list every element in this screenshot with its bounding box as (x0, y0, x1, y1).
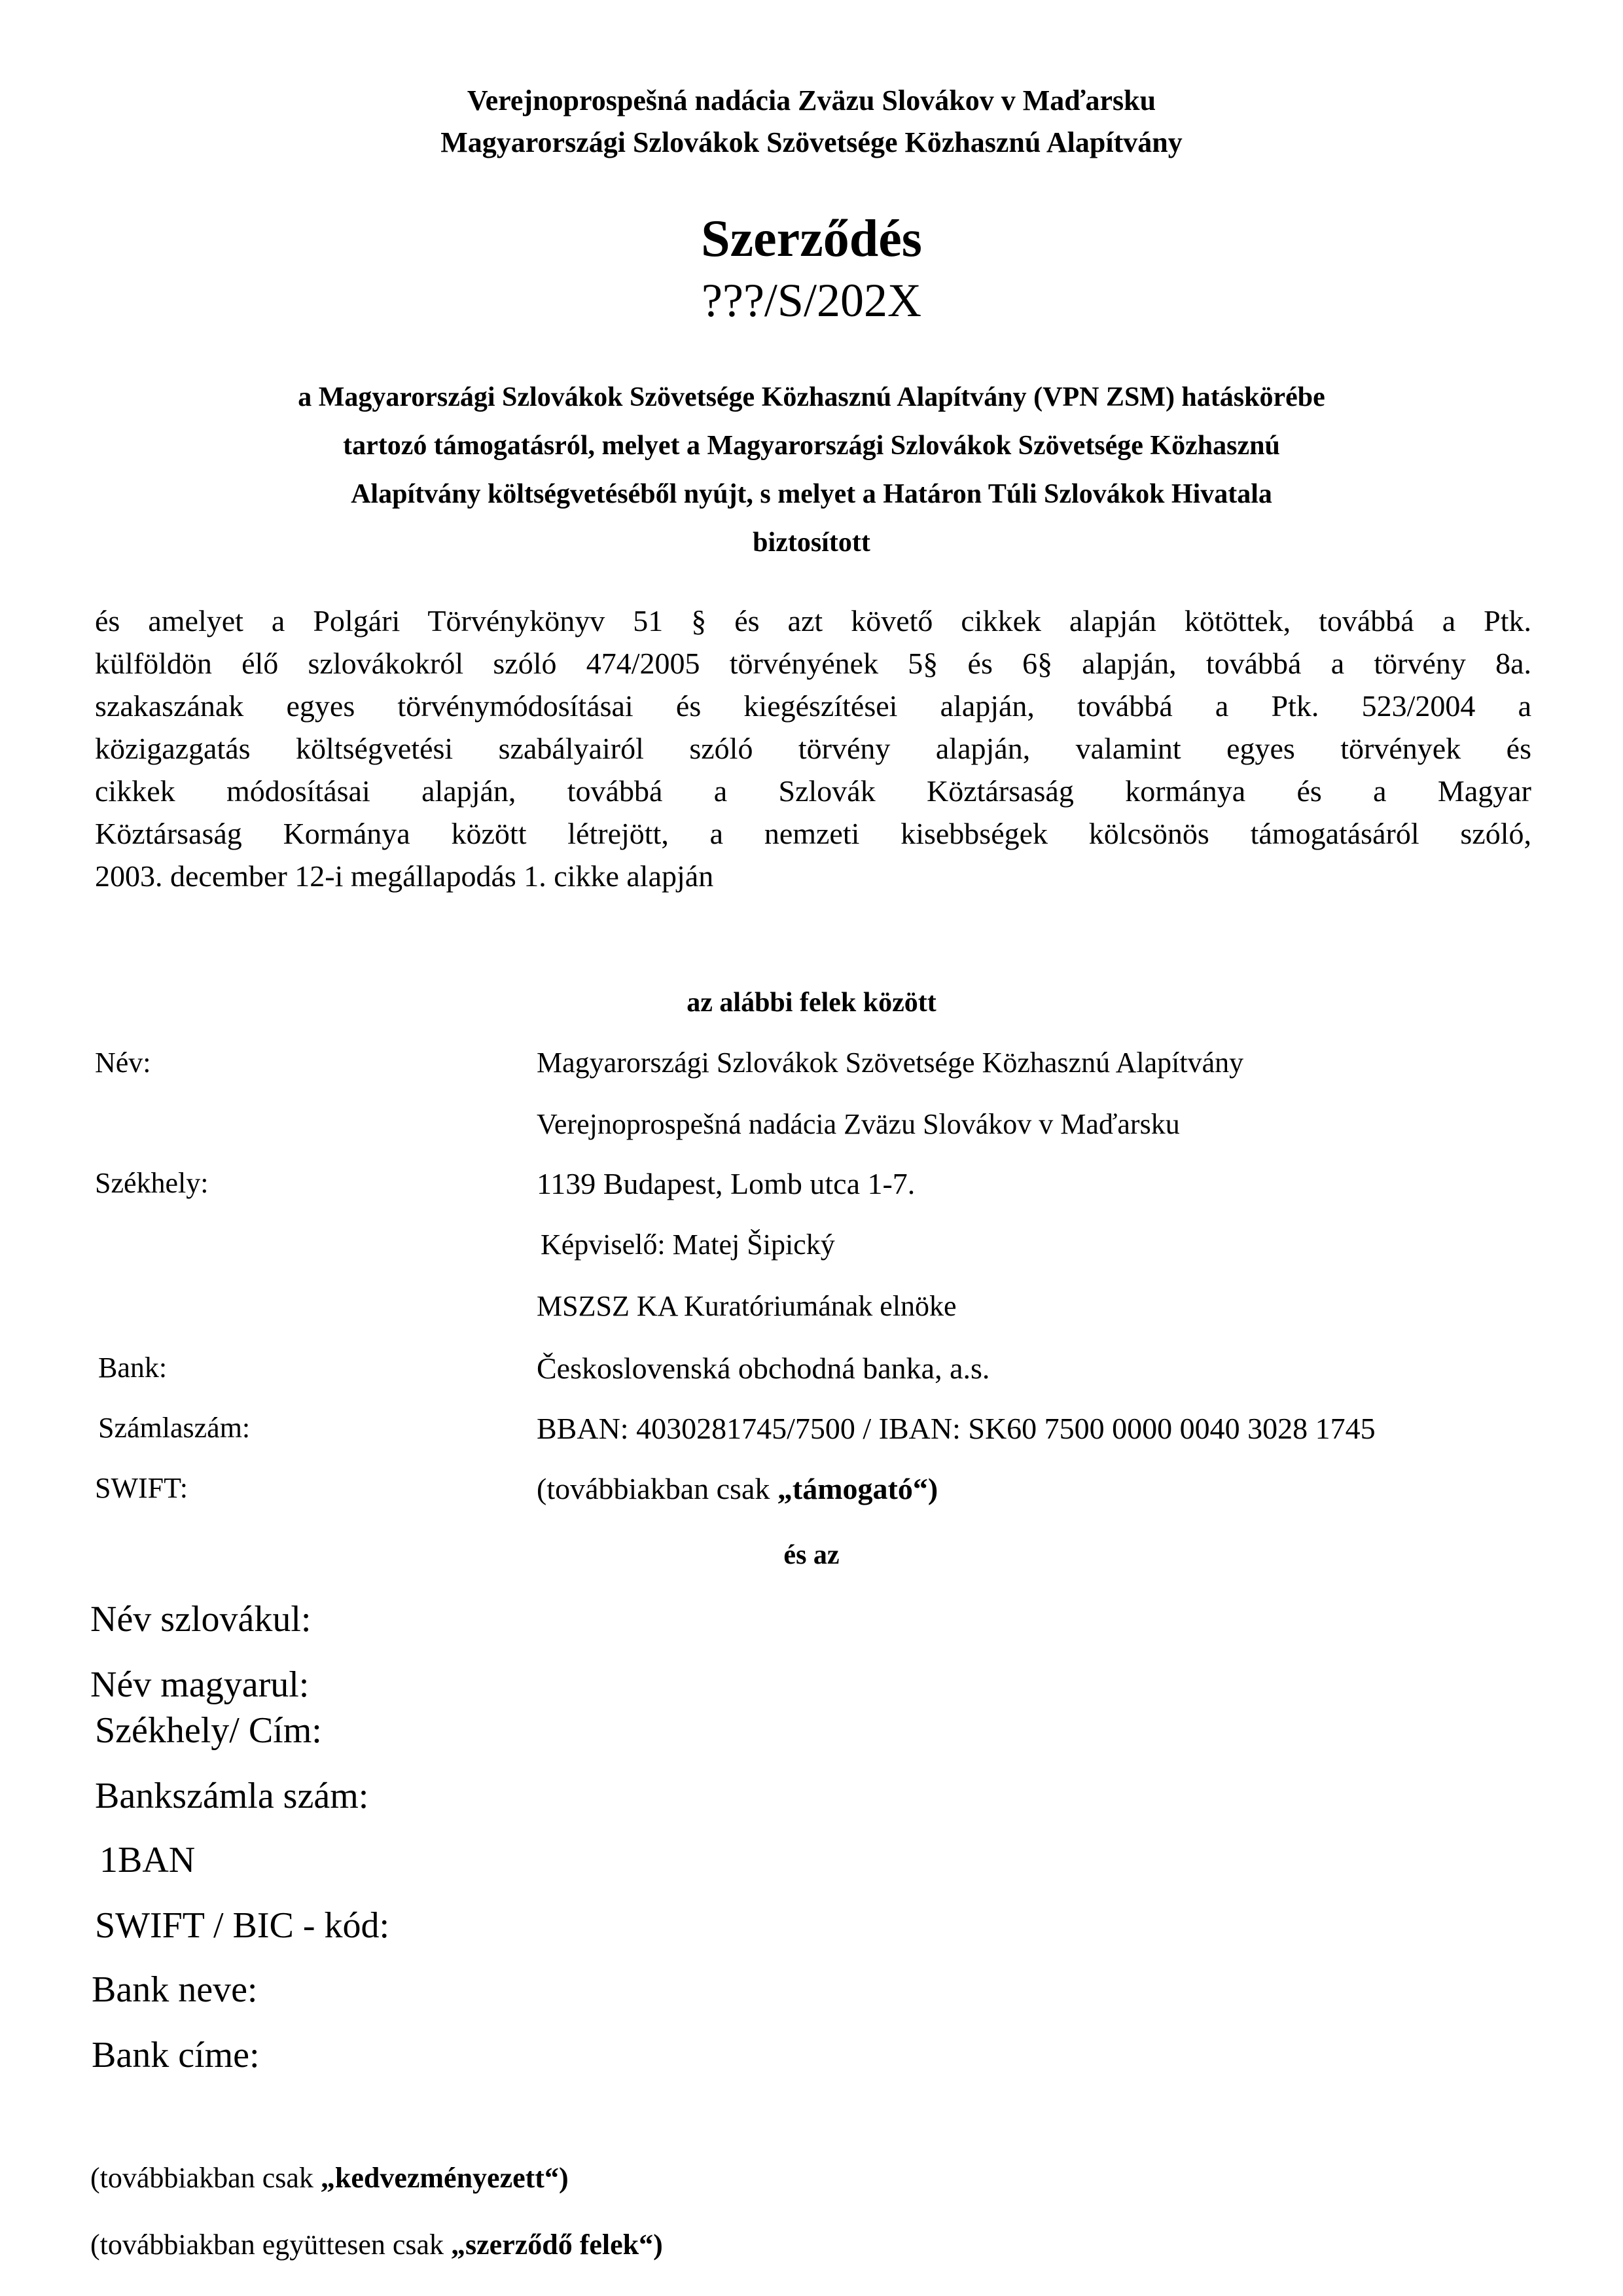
party2-bank-account-label: Bankszámla szám: (95, 1776, 369, 1816)
party2-name-slovak-label: Név szlovákul: (90, 1599, 312, 1640)
party1-swift-label: SWIFT: (95, 1472, 188, 1504)
parties-heading: az alábbi felek között (687, 988, 936, 1018)
party1-alias-prefix: (továbbiakban csak (537, 1472, 777, 1505)
parties-alias-term: „szerződő felek“) (451, 2229, 663, 2261)
party1-account: BBAN: 4030281745/7500 / IBAN: SK60 7500 0000 0040 3028 1745 (537, 1412, 1376, 1445)
legal-line: közigazgatás költségvetési szabályairól szóló törvény alapján, valamint egyes törvények és (95, 732, 1531, 765)
party1-name-label: Név: (95, 1047, 151, 1079)
party1-representative: Képviselő: Matej Šipický (541, 1229, 835, 1261)
intro-paragraph (0, 373, 1623, 567)
party1-seat-label: Székhely: (95, 1167, 209, 1199)
legal-line: szakaszának egyes törvénymódosításai és kiegészítései alapján, továbbá a Ptk. 523/2004 a (95, 689, 1531, 723)
legal-line: cikkek módosításai alapján, továbbá a Szlovák Köztársaság kormánya és a Magyar (95, 774, 1531, 808)
contract-number: ???/S/202X (702, 274, 921, 327)
document-title: Szerződés (701, 210, 922, 268)
party1-name-slovak: Verejnoprospešná nadácia Zväzu Slovákov v Maďarsku (537, 1108, 1180, 1140)
parties-alias-prefix: (továbbiakban együttesen csak (90, 2229, 452, 2261)
party1-bank-label: Bank: (98, 1352, 168, 1384)
intro-line: tartozó támogatásról, melyet a Magyarországi Szlovákok Szövetsége Közhasznú (343, 431, 1280, 461)
party1-account-label: Számlaszám: (98, 1412, 251, 1444)
legal-line: 2003. december 12-i megállapodás 1. cikke alapján (95, 859, 714, 893)
intro-line: biztosított (753, 528, 870, 558)
intro-line: Alapítvány költségvetéséből nyújt, s melyet a Határon Túli Szlovákok Hivatala (351, 479, 1272, 509)
legal-basis-paragraph (95, 600, 1531, 897)
foundation-name-slovak: Verejnoprospešná nadácia Zväzu Slovákov v Maďarsku (467, 84, 1156, 117)
party1-name-hungarian: Magyarországi Szlovákok Szövetsége Közhasznú Alapítvány (537, 1047, 1244, 1079)
party2-iban-label: 1BAN (99, 1840, 196, 1880)
foundation-name-hungarian: Magyarországi Szlovákok Szövetsége Közhasznú Alapítvány (440, 126, 1183, 158)
party1-alias-term: „támogató“) (777, 1472, 938, 1505)
party2-bank-address-label: Bank címe: (92, 2035, 260, 2075)
party2-name-hungarian-label: Név magyarul: (90, 1664, 310, 1705)
party1-representative-role: MSZSZ KA Kuratóriumának elnöke (537, 1290, 957, 1322)
and-label: és az (783, 1540, 840, 1570)
legal-line: Köztársaság Kormánya között létrejött, a nemzeti kisebbségek kölcsönös támogatásáról szóló, (95, 817, 1531, 850)
party1-seat: 1139 Budapest, Lomb utca 1-7. (537, 1167, 916, 1200)
beneficiary-alias (90, 2161, 569, 2195)
party2-bank-name-label: Bank neve: (92, 1969, 258, 2010)
beneficiary-alias-term: „kedvezményezett“) (320, 2162, 569, 2194)
beneficiary-alias-prefix: (továbbiakban csak (90, 2162, 321, 2194)
legal-line: külföldön élő szlovákokról szóló 474/2005 törvényének 5§ és 6§ alapján, továbbá a törvény 8a. (95, 647, 1531, 680)
party1-alias (537, 1471, 938, 1506)
parties-alias (90, 2228, 663, 2261)
legal-line: és amelyet a Polgári Törvénykönyv 51 § és azt követő cikkek alapján kötöttek, továbbá a Ptk. (95, 604, 1531, 637)
party1-bank: Československá obchodná banka, a.s. (537, 1352, 990, 1385)
party2-swift-label: SWIFT / BIC - kód: (95, 1905, 390, 1946)
party2-address-label: Székhely/ Cím: (95, 1710, 322, 1751)
intro-line: a Magyarországi Szlovákok Szövetsége Közhasznú Alapítvány (VPN ZSM) hatáskörébe (298, 382, 1325, 412)
